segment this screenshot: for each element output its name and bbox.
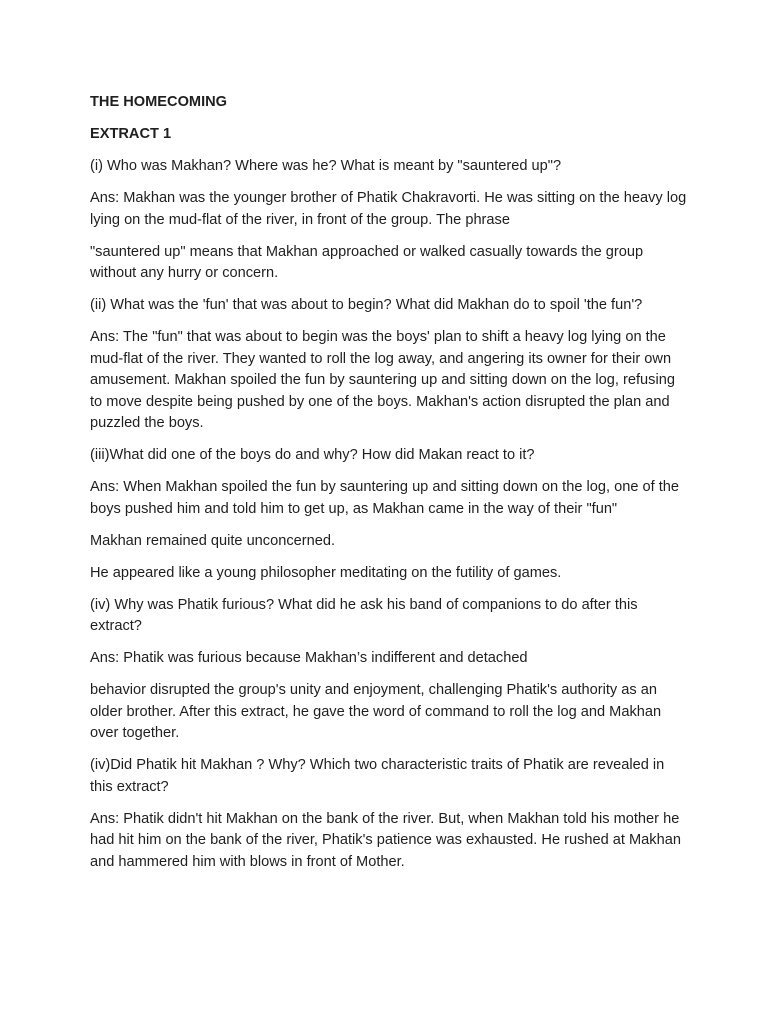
answer-3-part-3: He appeared like a young philosopher meditating on the futility of games. — [90, 564, 562, 581]
answer-3-part-2: Makhan remained quite unconcerned. — [90, 532, 336, 549]
extract-heading: EXTRACT 1 — [90, 126, 172, 142]
answer-3-part-1: Ans: When Makhan spoiled the fun by sauntering up and sitting down on the log, one of the boys pushed him and told him to get up, as Makhan came in the way of their "fun" — [90, 479, 680, 517]
question-1: (i) Who was Makhan? Where was he? What is meant by "sauntered up"? — [90, 158, 562, 174]
document-title: THE HOMECOMING — [90, 94, 228, 110]
document-page — [90, 92, 690, 884]
answer-5: Ans: Phatik didn't hit Makhan on the bank of the river. But, when Makhan told his mother he had hit him on the bank of the river, Phatik's patience was exhausted. He rushed at Makhan and hammered him with blows in front of Mother. — [90, 810, 681, 870]
answer-2: Ans: The "fun" that was about to begin was the boys' plan to shift a heavy log lying on the mud-flat of the river. They wanted to roll the log away, and angering its owner for their own amusement. Makhan spoiled the fun by sauntering up and sitting down on the log, refusing to move despite being pushed by one of the boys. Makhan's action disrupted the plan and puzzled the boys. — [90, 329, 675, 431]
question-5: (iv)Did Phatik hit Makhan ? Why? Which two characteristic traits of Phatik are revealed in this extract? — [90, 757, 665, 795]
question-4: (iv) Why was Phatik furious? What did he ask his band of companions to do after this extract? — [90, 596, 638, 634]
question-2: (ii) What was the 'fun' that was about to begin? What did Makhan do to spoil 'the fun'? — [90, 297, 643, 313]
answer-1-part-2: "sauntered up" means that Makhan approached or walked casually towards the group without any hurry or concern. — [90, 243, 644, 281]
answer-4-part-2: behavior disrupted the group's unity and enjoyment, challenging Phatik's authority as an older brother. After this extract, he gave the word of command to roll the log and Makhan over together. — [90, 682, 662, 741]
question-3: (iii)What did one of the boys do and why? How did Makan react to it? — [90, 447, 535, 463]
answer-4-part-1: Ans: Phatik was furious because Makhan’s indifferent and detached — [90, 650, 528, 666]
answer-1-part-1: Ans: Makhan was the younger brother of Phatik Chakravorti. He was sitting on the heavy log lying on the mud-flat of the river, in front of the group. The phrase — [90, 190, 687, 228]
